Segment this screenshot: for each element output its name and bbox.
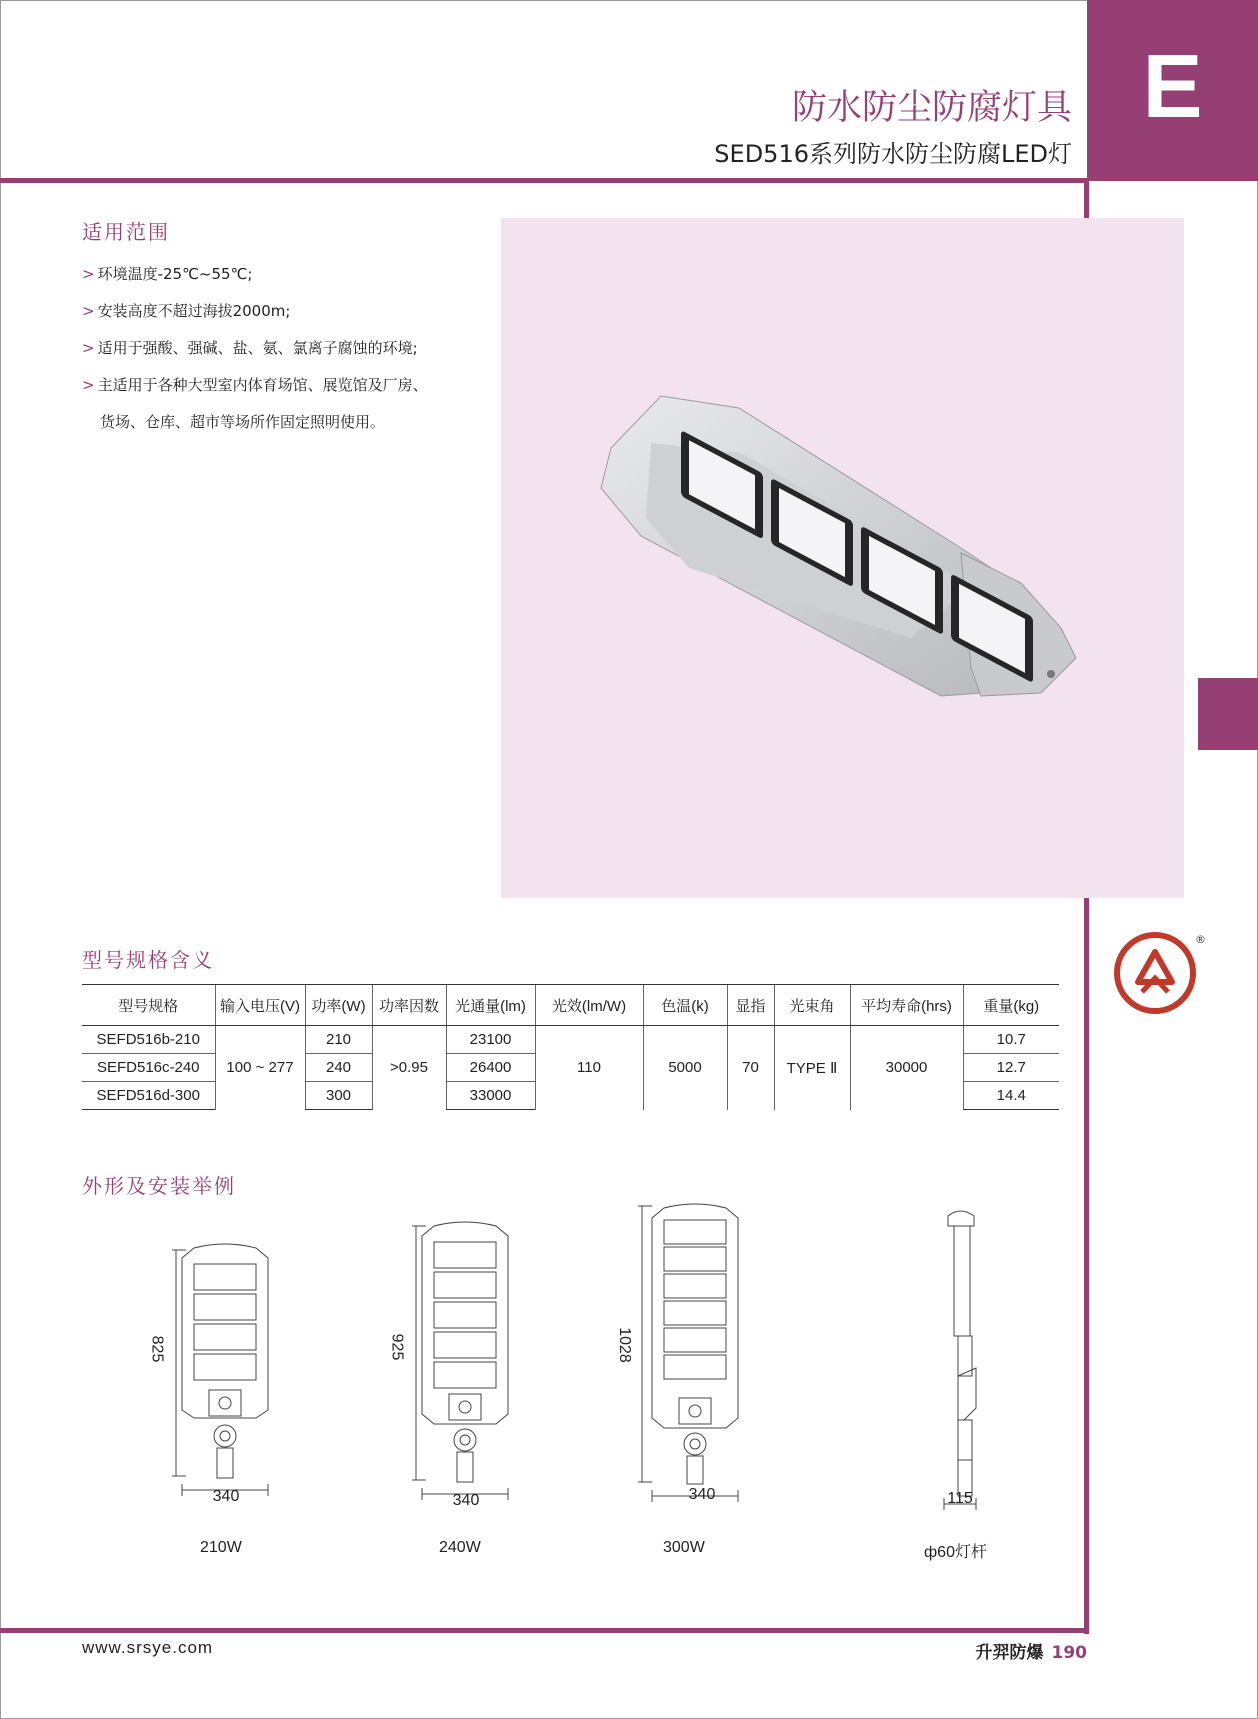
weight-cell: 12.7 <box>963 1054 1059 1082</box>
scope-list <box>82 256 482 441</box>
width-dimension: 340 <box>452 1492 480 1509</box>
efficacy-cell: 110 <box>535 1026 643 1110</box>
product-photo <box>501 218 1184 898</box>
footer-url: www.srsye.com <box>82 1638 214 1657</box>
drawing-label: 300W <box>663 1539 705 1556</box>
column-header: 功率(W) <box>305 985 372 1026</box>
model-spec-heading: 型号规格含义 <box>82 948 214 972</box>
drawing-label: 210W <box>200 1539 242 1556</box>
scope-heading: 适用范围 <box>82 220 170 244</box>
width-dimension: 115 <box>947 1490 973 1507</box>
led-street-light-image <box>501 218 1184 898</box>
model-cell: SEFD516d-300 <box>82 1082 215 1110</box>
power-cell: 240 <box>305 1054 372 1082</box>
column-header: 色温(k) <box>643 985 727 1026</box>
brand-logo <box>1112 930 1198 1016</box>
scope-item: > 环境温度-25℃~55℃; <box>82 265 253 283</box>
scope-item: > 适用于强酸、强碱、盐、氨、氯离子腐蚀的环境; <box>82 339 418 357</box>
spec-table <box>82 984 1059 1110</box>
beam-angle-cell: TYPE Ⅱ <box>774 1026 850 1110</box>
column-header: 光通量(lm) <box>446 985 535 1026</box>
power-cell: 300 <box>305 1082 372 1110</box>
model-cell: SEFD516c-240 <box>82 1054 215 1082</box>
lamp-outline-drawing <box>390 1218 540 1518</box>
page-subtitle: SED516系列防水防尘防腐LED灯 <box>714 140 1072 168</box>
lifetime-cell: 30000 <box>850 1026 963 1110</box>
weight-cell: 10.7 <box>963 1026 1059 1054</box>
model-cell: SEFD516b-210 <box>82 1026 215 1054</box>
weight-cell: 14.4 <box>963 1082 1059 1110</box>
width-dimension: 340 <box>212 1488 240 1505</box>
scope-item: > 主适用于各种大型室内体育场馆、展览馆及厂房、 <box>82 376 428 394</box>
drawing-label: 240W <box>439 1539 481 1556</box>
table-header-row <box>82 985 1059 1026</box>
color-temp-cell: 5000 <box>643 1026 727 1110</box>
drawing-label: ф60灯杆 <box>924 1544 987 1561</box>
page-title: 防水防尘防腐灯具 <box>791 88 1072 128</box>
height-dimension: 825 <box>148 1335 166 1363</box>
column-header: 平均寿命(hrs) <box>850 985 963 1026</box>
power-factor-cell: >0.95 <box>372 1026 446 1110</box>
height-dimension: 1028 <box>615 1327 633 1363</box>
height-dimension: 925 <box>388 1333 406 1361</box>
category-letter: E <box>1142 37 1203 137</box>
cri-cell: 70 <box>727 1026 774 1110</box>
column-header: 输入电压(V) <box>215 985 305 1026</box>
column-header: 光效(lm/W) <box>535 985 643 1026</box>
side-index-tab <box>1198 678 1258 750</box>
install-heading: 外形及安装举例 <box>82 1174 236 1198</box>
table-row <box>82 1026 1059 1054</box>
drawing-240w <box>390 1218 540 1518</box>
flux-cell: 26400 <box>446 1054 535 1082</box>
scope-item-continuation: 货场、仓库、超市等场所作固定照明使用。 <box>100 413 386 431</box>
width-dimension: 340 <box>688 1486 716 1503</box>
drawing-300w <box>615 1200 770 1518</box>
drawing-pole <box>930 1208 1010 1518</box>
scope-item: > 安装高度不超过海拔2000m; <box>82 302 291 320</box>
column-header: 光束角 <box>774 985 850 1026</box>
power-cell: 210 <box>305 1026 372 1054</box>
footer-brand <box>976 1638 1088 1663</box>
voltage-cell: 100 ~ 277 <box>215 1026 305 1110</box>
footer-rule <box>0 1628 1089 1633</box>
registered-mark: ® <box>1195 933 1206 946</box>
page-number: 190 <box>1051 1643 1087 1663</box>
header-rule <box>0 178 1087 183</box>
column-header: 重量(kg) <box>963 985 1059 1026</box>
flux-cell: 23100 <box>446 1026 535 1054</box>
column-header: 型号规格 <box>82 985 215 1026</box>
flux-cell: 33000 <box>446 1082 535 1110</box>
lamp-outline-drawing <box>150 1240 300 1510</box>
drawing-210w <box>150 1240 300 1520</box>
lamp-outline-drawing <box>620 1200 770 1518</box>
column-header: 显指 <box>727 985 774 1026</box>
brand-name: 升羿防爆 <box>975 1643 1044 1663</box>
pole-outline-drawing <box>930 1208 1010 1518</box>
column-header: 功率因数 <box>372 985 446 1026</box>
